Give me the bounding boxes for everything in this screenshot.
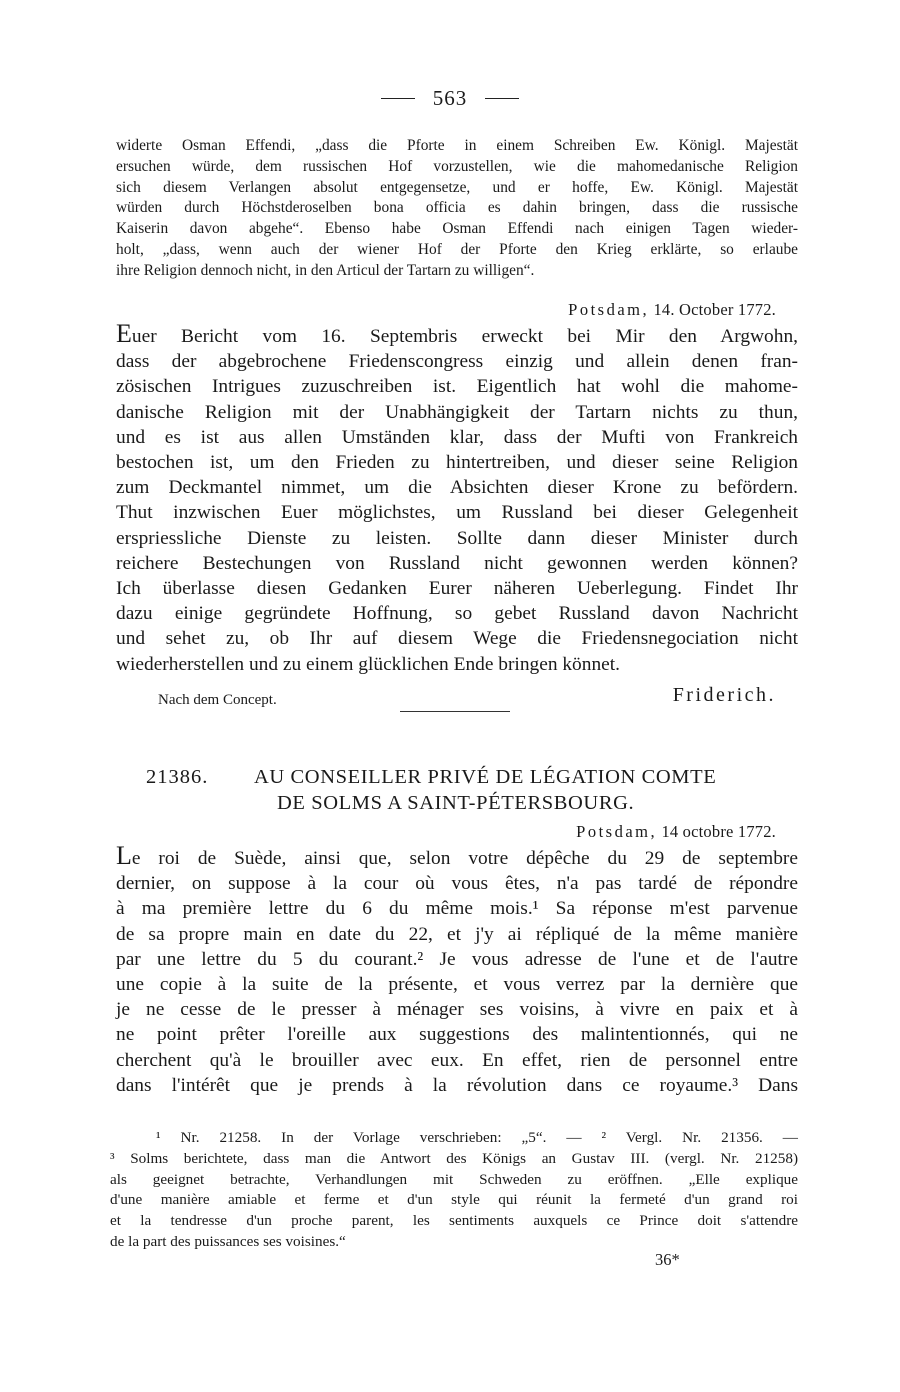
- text-line: une copie à la suite de la présente, et vous verrez par la dernière que: [116, 974, 798, 996]
- text-line: Ich überlasse diesen Gedanken Eurer näheren Ueberlegung. Findet Ihr: [116, 578, 798, 600]
- text-line: und sehet zu, ob Ihr auf diesem Wege die Friedensnegociation nicht: [116, 628, 798, 650]
- text-line: ihre Religion dennoch nicht, in den Articul der Tartarn zu willigen“.: [116, 261, 535, 279]
- text-line: erspriessliche Dienste zu leisten. Sollte dann dieser Minister durch: [116, 527, 798, 549]
- footnotes: [110, 1128, 798, 1253]
- source-note: Nach dem Concept.: [158, 692, 277, 708]
- text-line: holt, „dass, wenn auch der wiener Hof der Pforte den Krieg erklärte, so erlaube: [116, 240, 798, 258]
- heading-line-1: AU CONSEILLER PRIVÉ DE LÉGATION COMTE: [254, 766, 717, 788]
- page-number: 563: [432, 86, 468, 110]
- first-line-text: e roi de Suède, ainsi que, selon votre dépêche du 29 de septembre: [131, 848, 798, 869]
- letter-separator-rule: [400, 711, 510, 712]
- text-line: dernier, on suppose à la cour où vous êtes, n'a pas tardé de répondre: [116, 873, 798, 895]
- initial-letter: E: [116, 319, 132, 348]
- text-line: par une lettre du 5 du courant.² Je vous adresse de l'une et de l'autre: [116, 948, 798, 970]
- text-line: cherchent qu'à le brouiller avec eux. En effet, rien de personnel entre: [116, 1049, 798, 1071]
- text-line: und es ist aus allen Umständen klar, dass der Mufti von Frankreich: [116, 426, 798, 448]
- text-line: widerte Osman Effendi, „dass die Pforte in einem Schreiben Ew. Königl. Majestät: [116, 137, 798, 154]
- text-line: sich diesem Verlangen absolut entgegensetze, und er hoffe, Ew. Königl. Majestät: [116, 178, 798, 196]
- heading-line-2: DE SOLMS A SAINT-PÉTERSBOURG.: [277, 792, 635, 814]
- dateline-date: 14. October 1772.: [653, 300, 776, 319]
- signature: Friderich.: [672, 684, 776, 706]
- text-line: ne point prêter l'oreille aux suggestions des malintentionnés, qui ne: [116, 1024, 798, 1046]
- signature-mark: 36*: [655, 1250, 680, 1269]
- letter-one-dateline: [568, 300, 776, 320]
- footnote-line: et la tendresse d'un proche parent, les sentiments auxquels ce Prince doit s'attendre: [110, 1212, 798, 1230]
- text-line: Kaiserin davon abgehe“. Ebenso habe Osman Effendi nach einigen Tagen wieder-: [116, 220, 798, 238]
- letter-two-dateline: [576, 822, 776, 842]
- footnote-line: ³ Solms berichtete, dass man die Antwort des Königs an Gustav III. (vergl. Nr. 21258): [110, 1149, 798, 1167]
- header-rule-left: [381, 98, 415, 99]
- text-line: reichere Bestechungen von Russland nicht gewonnen werden können?: [116, 552, 798, 574]
- text-line: ersuchen würde, dem russischen Hof vorzustellen, wie die mahomedanische Religion: [116, 157, 798, 175]
- text-line: bestochen ist, um den Frieden zu hintertreiben, und dieser seine Religion: [116, 452, 798, 474]
- text-line: de sa propre main en date du 22, et j'y ai répliqué de la même manière: [116, 923, 798, 945]
- text-line: dans l'intérêt que je prends à la révolution dans ce royaume.³ Dans: [116, 1074, 798, 1096]
- letter-two-body: [116, 841, 798, 1098]
- previous-letter-excerpt: [116, 136, 798, 282]
- text-line: dass der abgebrochene Friedenscongress einzig und allein denen fran-: [116, 351, 798, 373]
- dateline-date: 14 octobre 1772.: [661, 822, 776, 841]
- letter-one-body: [116, 319, 798, 677]
- text-line: danische Religion mit der Unabhängigkeit der Tartarn nichts zu thun,: [116, 401, 798, 423]
- header-rule-right: [485, 98, 519, 99]
- page-header: [0, 86, 900, 111]
- text-line: je ne cesse de le presser à ménager ses voisins, à vivre en paix et à: [116, 999, 798, 1021]
- text-line: zösischen Intrigues zuzuschreiben ist. Eigentlich hat wohl die mahome-: [116, 376, 798, 398]
- footnote-line: als geeignet betrachte, Verhandlungen mit Schweden zu eröffnen. „Elle explique: [110, 1170, 798, 1188]
- footnote-line: ¹ Nr. 21258. In der Vorlage verschrieben: „5“. — ² Vergl. Nr. 21356. —: [156, 1129, 798, 1146]
- initial-letter: L: [116, 841, 132, 870]
- text-line: à ma première lettre du 6 du même mois.¹ Sa réponse m'est parvenue: [116, 898, 798, 920]
- text-line: [116, 319, 798, 349]
- text-line: dazu einige gegründete Hoffnung, so gebet Russland davon Nachricht: [116, 603, 798, 625]
- letter-number: 21386.: [146, 766, 209, 788]
- footnote-line: d'une manière amiable et ferme et d'un style qui réunit la fermeté d'un grand roi: [110, 1191, 798, 1209]
- text-line: wiederherstellen und zu einem glücklichen Ende bringen könnet.: [116, 653, 620, 675]
- footnote-line: de la part des puissances ses voisines.“: [110, 1232, 346, 1250]
- text-line: würden durch Höchstderoselben bona officia es dahin bringen, dass die russische: [116, 199, 798, 217]
- first-line-text: uer Bericht vom 16. Septembris erweckt bei Mir den Argwohn,: [131, 326, 798, 347]
- text-line: Thut inzwischen Euer möglichstes, um Russland bei dieser Gelegenheit: [116, 502, 798, 524]
- text-line: zum Deckmantel nimmet, um die Absichten dieser Krone zu befördern.: [116, 477, 798, 499]
- dateline-place: Potsdam,: [568, 300, 650, 319]
- text-line: [116, 841, 798, 871]
- dateline-place: Potsdam,: [576, 822, 658, 841]
